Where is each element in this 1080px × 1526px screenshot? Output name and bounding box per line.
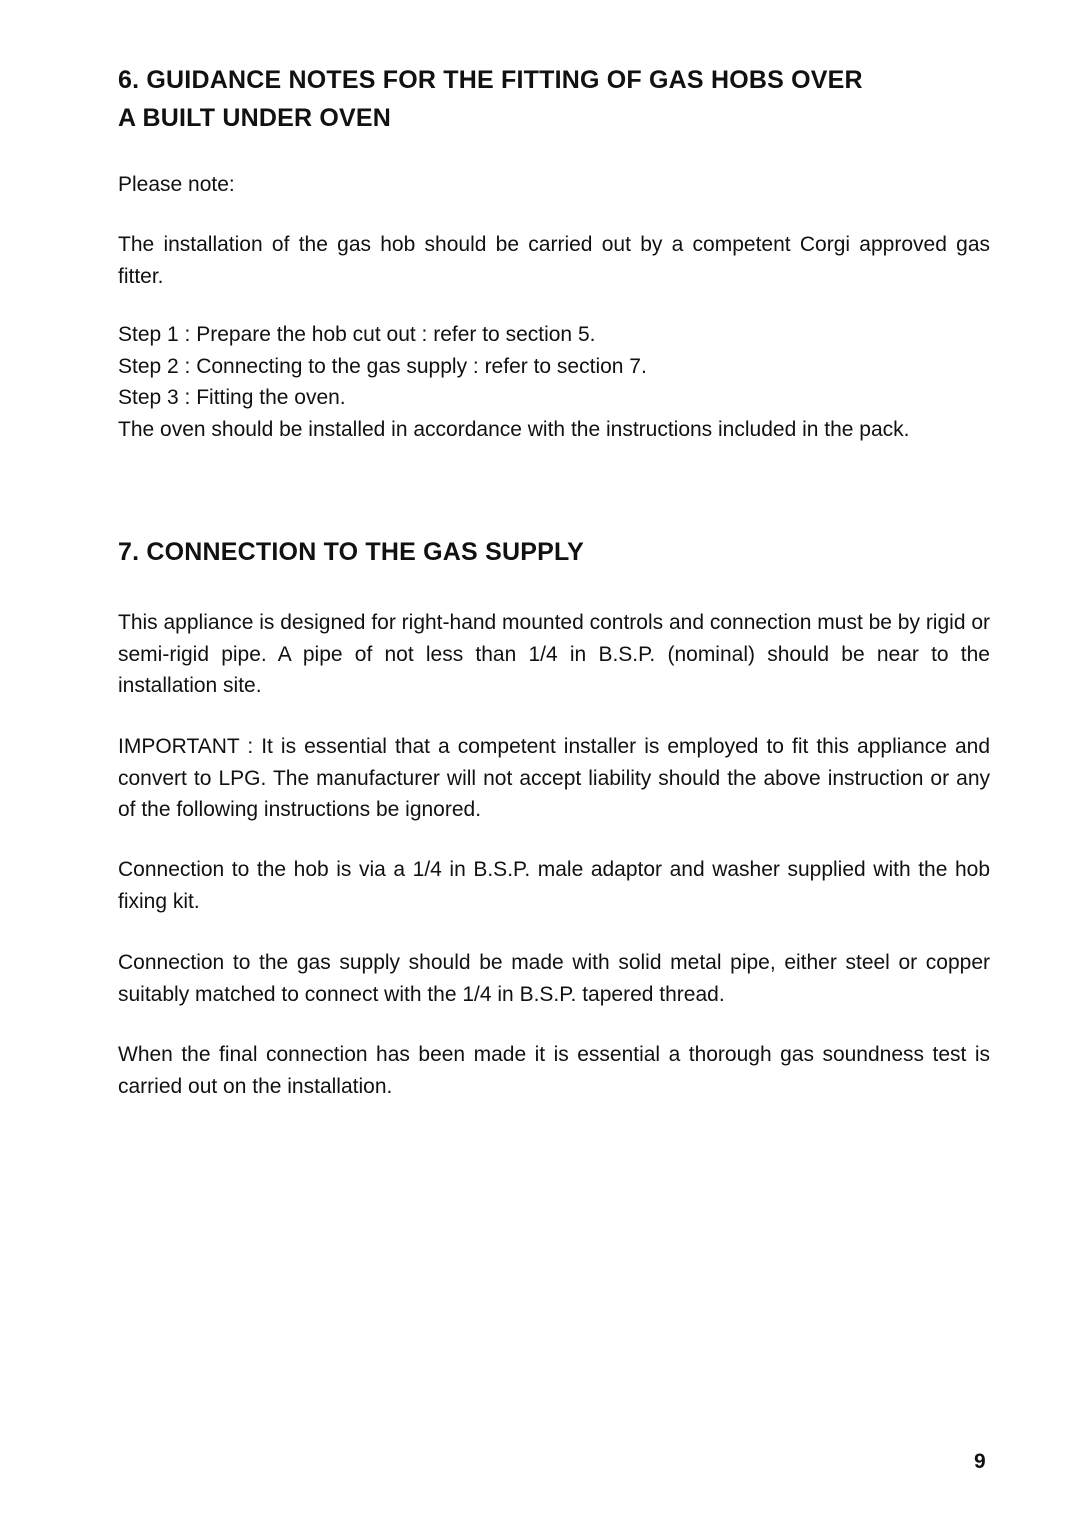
step-1: Step 1 : Prepare the hob cut out : refer to section 5. — [118, 323, 596, 346]
paragraph: When the final connection has been made it is essential a thorough gas soundness test is carried out on the installation. — [118, 1043, 990, 1098]
section-6-heading — [118, 61, 998, 137]
paragraph: Connection to the gas supply should be made with solid metal pipe, either steel or copper suitably matched to connect with the 1/4 in B.S.P. tapered thread. — [118, 951, 990, 1006]
heading-line-1: 6. GUIDANCE NOTES FOR THE FITTING OF GAS HOBS OVER — [118, 66, 863, 94]
page-number: 9 — [974, 1450, 986, 1473]
paragraph: Connection to the hob is via a 1/4 in B.S.P. male adaptor and washer supplied with the hob fixing kit. — [118, 858, 990, 913]
paragraph: This appliance is designed for right-hand mounted controls and connection must be by rigid or semi-rigid pipe. A pipe of not less than 1/4 in B.S.P. (nominal) should be near to the installation site. — [118, 611, 991, 697]
oven-note: The oven should be installed in accordance with the instructions included in the pack. — [118, 417, 910, 441]
section-7-heading: 7. CONNECTION TO THE GAS SUPPLY — [118, 538, 585, 566]
please-note: Please note: — [118, 173, 235, 196]
important-paragraph: IMPORTANT : It is essential that a competent installer is employed to fit this appliance and convert to LPG. The manufacturer will not accept liability should the above instruction or any of the following instructions be ignored. — [118, 735, 990, 821]
step-3: Step 3 : Fitting the oven. — [118, 386, 346, 409]
heading-line-2: A BUILT UNDER OVEN — [118, 104, 392, 132]
step-2: Step 2 : Connecting to the gas supply : refer to section 7. — [118, 354, 647, 378]
intro-paragraph: The installation of the gas hob should be carried out by a competent Corgi approved gas fitter. — [118, 233, 990, 288]
steps-list — [118, 319, 990, 445]
